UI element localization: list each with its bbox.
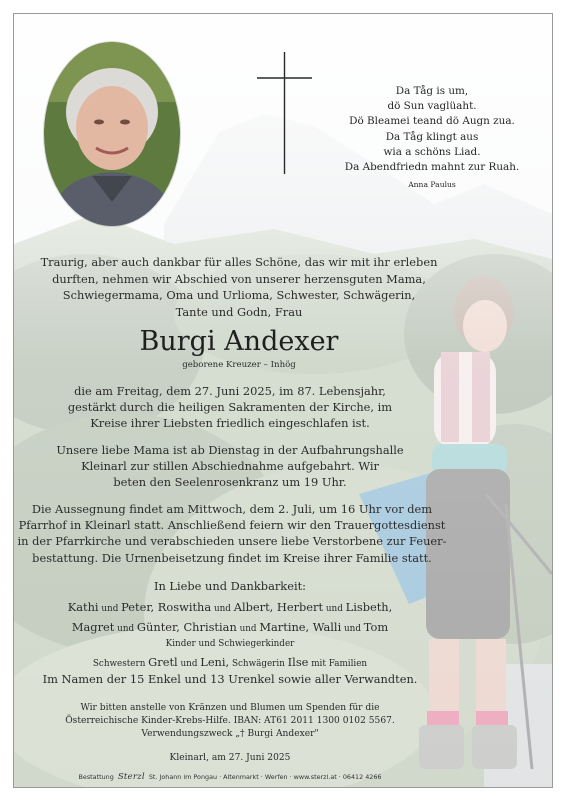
place-and-date: Kleinarl, am 27. Juni 2025 [169,753,291,763]
viewing-line: Kleinarl zur stillen Abschiednahme aufgebahrt. Wir [81,459,379,474]
deceased-name: Burgi Andexer [139,326,339,357]
poem [332,84,532,192]
connector-word: und [323,604,346,614]
family-children-row-2 [20,618,440,638]
children-caption: Kinder und Schwiegerkinder [165,639,295,650]
connector-word: und [341,623,364,634]
relation-word: Schwägerin [229,658,288,669]
mourner-name: Albert, Herbert [233,600,324,614]
mourner-name: Kathi [67,600,99,614]
poem-line: Da Tåg is um, [395,85,469,97]
portrait-photo [44,42,180,226]
death-notice [20,383,440,432]
footer-prefix: Bestattung [78,773,114,781]
mourner-name: Gretl [148,654,178,669]
funeral-home-footer [20,772,440,782]
obituary-card [13,13,553,788]
funeral-notice [16,501,448,566]
intro-line: Tante und Godn, Frau [175,304,303,319]
poem-line: wia a schöns Liad. [383,145,481,158]
mourner-name: Martine, Walli [259,619,342,634]
relation-word: Schwestern [92,658,149,669]
donation-line: Wir bitten anstelle von Kränzen und Blumen um Spenden für die [80,703,380,713]
family-mourners [20,576,440,688]
donation-line: Österreichische Kinder-Krebs-Hilfe. IBAN: AT61 2011 1300 0102 5567. [65,716,395,726]
viewing-line: Unsere liebe Mama ist ab Dienstag in der Aufbahrungshalle [56,443,404,457]
connector-word: und [211,604,234,614]
cross-icon [257,52,312,174]
poem-author: Anna Paulus [408,180,456,190]
birth-name: geborene Kreuzer – Inhög [182,360,296,370]
death-notice-line: die am Freitag, dem 27. Juni 2025, im 87. Lebensjahr, [74,384,386,398]
funeral-line: bestattung. Die Urnenbeisetzung findet im Kreise ihrer Familie statt. [32,550,432,565]
family-siblings-row [20,653,440,673]
connector-word: und [177,658,201,669]
viewing-notice [20,442,440,491]
donation-line: Verwendungszweck „† Burgi Andexer" [141,729,319,739]
mourner-name: Leni, [200,654,230,669]
relation-word: mit Familien [308,658,368,669]
mourner-name: Günter, Christian [136,619,237,634]
viewing-line: beten den Seelenrosenkranz um 19 Uhr. [113,475,347,490]
mourner-name: Tom [363,619,389,634]
grandchildren-line: Im Namen der 15 Enkel und 13 Urenkel sowie aller Verwandten. [42,672,418,687]
donation-request [20,702,440,741]
family-children-row-1 [20,598,440,618]
death-notice-line: gestärkt durch die heiligen Sakramenten der Kirche, im [67,400,393,415]
poem-line: Da Tåg klingt aus [385,130,479,143]
connector-word: und [236,623,260,634]
poem-line: dö Sun vaglüaht. [387,100,477,113]
mourner-name: Magret [71,619,115,634]
funeral-line: Pfarrhof in Kleinarl statt. Anschließend feiern wir den Trauergottesdienst [18,518,446,533]
poem-line: Da Abendfriedn mahnt zur Ruah. [344,161,520,174]
footer-contact: St. Johann im Pongau · Altenmarkt · Werfen · www.sterzl.at · 06412 4266 [148,773,382,781]
connector-word: und [114,623,137,634]
intro-line: durften, nehmen wir Abschied von unserer herzensguten Mama, [52,271,426,286]
funeral-home-logo: Sterzl [117,772,145,782]
family-intro: In Liebe und Dankbarkeit: [153,579,307,593]
death-notice-line: Kreise ihrer Liebsten friedlich eingeschlafen ist. [90,416,370,431]
poem-line: Dö Bleamei teand dö Augn zua. [349,115,515,128]
connector-word: und [98,604,122,614]
intro-line: Schwiegermama, Oma und Urlioma, Schwester, Schwägerin, [62,288,416,302]
mourner-name: Ilse [287,654,309,669]
mourner-name: Peter, Roswitha [121,600,212,614]
funeral-line: Die Aussegnung findet am Mittwoch, dem 2. Juli, um 16 Uhr vor dem [31,502,433,516]
intro-line: Traurig, aber auch dankbar für alles Schöne, das wir mit ihr erleben [40,255,438,269]
mourner-name: Lisbeth, [345,600,393,614]
intro-text [34,254,444,320]
funeral-line: in der Pfarrkirche und verabschieden unsere liebe Verstorbene zur Feuer- [17,534,447,549]
